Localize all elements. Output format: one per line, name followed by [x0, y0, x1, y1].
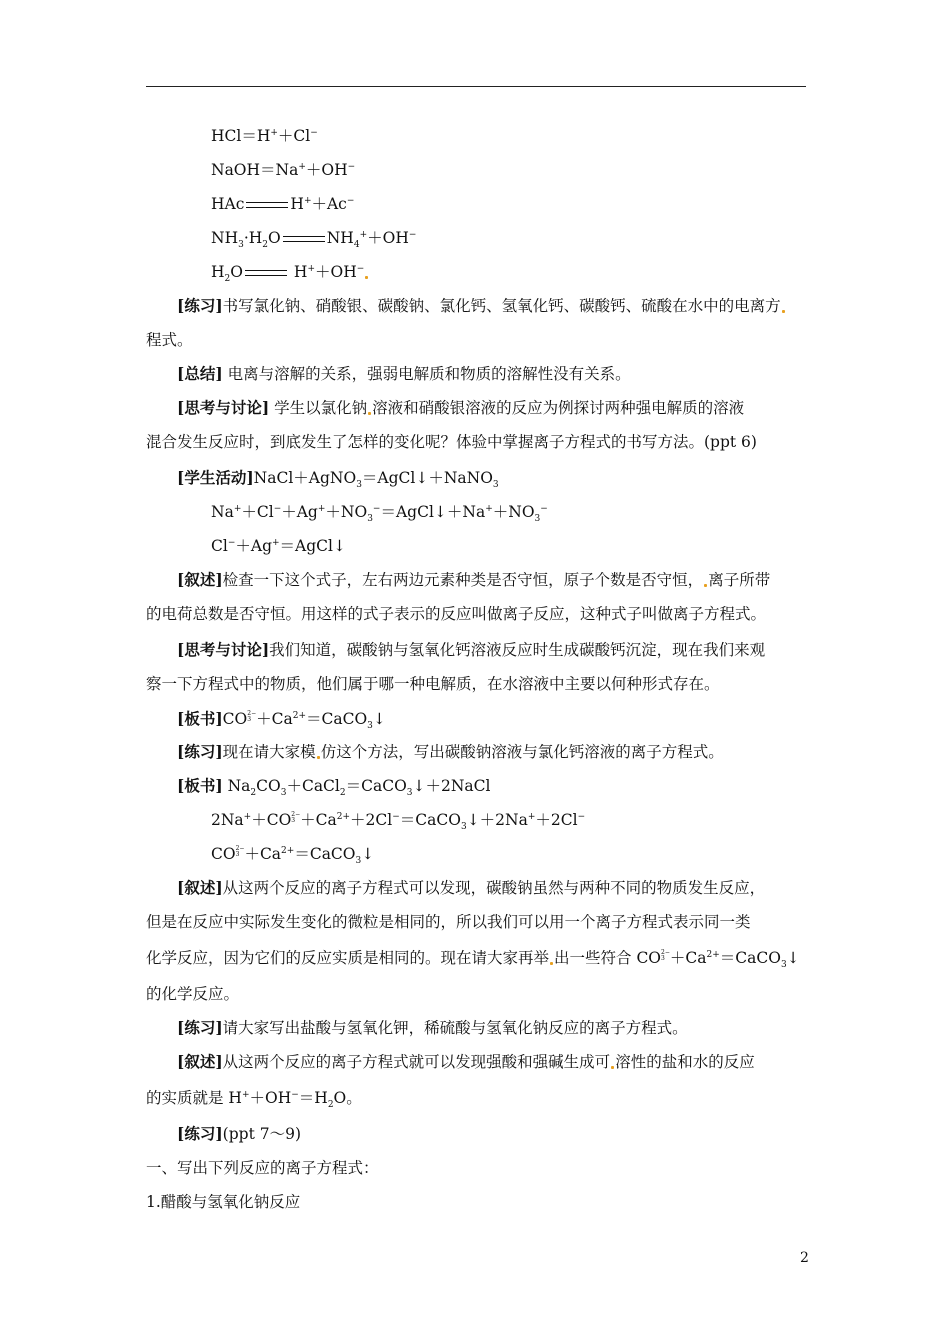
co3-charge: 2− 3 — [661, 949, 670, 962]
paragraph-discussion-2: [思考与讨论]我们知道，碳酸钠与氢氧化钙溶液反应时生成碳酸钙沉淀，现在我们来观 — [177, 640, 766, 659]
marker-dot — [317, 756, 320, 759]
marker-dot — [611, 1066, 614, 1069]
paragraph-summary: [总结] 电离与溶解的关系，强弱电解质和物质的溶解性没有关系。 — [177, 364, 631, 383]
header-rule — [146, 86, 806, 87]
page-number: 2 — [800, 1250, 809, 1266]
section-heading: 一、写出下列反应的离子方程式： — [146, 1159, 379, 1177]
paragraph-narrative-3: [叙述]从这两个反应的离子方程式就可以发现强酸和强碱生成可 溶性的盐和水的反应 — [177, 1052, 755, 1071]
marker-dot — [368, 412, 371, 415]
paragraph-discussion-1-cont: 混合发生反应时，到底发生了怎样的变化呢？体验中掌握离子方程式的书写方法。(ppt 6) — [146, 433, 757, 451]
co3-charge: 2− 3 — [247, 710, 257, 723]
paragraph-discussion-2-cont: 察一下方程式中的物质，他们属于哪一种电解质，在水溶液中主要以何种形式存在。 — [146, 675, 720, 693]
paragraph-practice-3: [练习]请大家写出盐酸与氢氧化钾，稀硫酸与氢氧化钠反应的离子方程式。 — [177, 1018, 688, 1037]
paragraph-narrative-1-cont: 的电荷总数是否守恒。用这样的式子表示的反应叫做离子反应，这种式子叫做离子方程式。 — [146, 605, 767, 623]
equation-ionic-net-2: CO2− $3 +Ca^{2+}=CaCO_3↓$ — [211, 845, 375, 867]
paragraph-narrative-2-cont-3: 的化学反应。 — [146, 985, 240, 1003]
equation-hac: HAc H+＋Ac− — [211, 195, 355, 213]
equation-h2o: $H_2O$ H+＋OH− — [211, 262, 369, 282]
equation-ionic-net: Cl−＋Ag+＝AgCl↓ — [211, 537, 346, 555]
equation-ionic-full: $Na^++Cl^-+Ag^++NO_3^-=AgCl↓+Na^++NO_3^-$ — [211, 503, 548, 525]
marker-dot — [365, 276, 368, 279]
paragraph-practice-1: [练习]书写氯化钠、硝酸银、碳酸钠、氯化钙、氢氧化钙、碳酸钙、硫酸在水中的电离方 — [177, 296, 786, 316]
paragraph-student-activity: [学生活动]NaCl＋AgNO$_3$＝AgCl↓＋NaNO$_3$ — [177, 468, 499, 491]
equation-ionic-full-2: 2Na+＋CO2− $3 +Ca^{2+}+2Cl^-=CaCO_3↓+2Na^++2Cl^-$ — [211, 811, 586, 833]
paragraph-narrative-2: [叙述]从这两个反应的离子方程式可以发现，碳酸钠虽然与两种不同的物质发生反应， — [177, 878, 766, 897]
equation-nh3: $NH_3\cdot H_2O$ $NH_4^++OH^-$ — [211, 229, 417, 251]
co3-charge: 2− 3 — [235, 845, 245, 858]
marker-dot — [704, 584, 707, 587]
paragraph-practice-2: [练习]现在请大家模 仿这个方法，写出碳酸钠溶液与氯化钙溶液的离子方程式。 — [177, 742, 724, 761]
paragraph-board-1: [板书]CO2− $3 +Ca^{2+}=CaCO_3↓$ — [177, 709, 386, 732]
paragraph-discussion-1: [思考与讨论] 学生以氯化钠 溶液和硝酸银溶液的反应为例探讨两种强电解质的溶液 — [177, 398, 745, 417]
equation-hcl: HCl＝H+＋Cl− — [211, 127, 318, 145]
paragraph-narrative-3-cont: 的实质就是 $H^++OH^-=H_2O$。 — [146, 1089, 362, 1111]
paragraph-narrative-2-cont: 但是在反应中实际发生变化的微粒是相同的，所以我们可以用一个离子方程式表示同一类 — [146, 913, 751, 931]
marker-dot — [782, 310, 785, 313]
paragraph-narrative-2-cont-2: 化学反应，因为它们的反应实质是相同的。现在请大家再举 出一些符合 CO2− $3 +Ca^{2+}=CaCO_3↓$ — [146, 949, 800, 971]
co3-charge: 2− 3 — [291, 811, 301, 824]
equation-naoh: NaOH＝Na+＋OH− — [211, 161, 356, 179]
paragraph-practice-1-cont: 程式。 — [146, 331, 193, 349]
equilibrium-arrow-icon — [283, 234, 325, 244]
paragraph-practice-4: [练习](ppt 7～9) — [177, 1124, 301, 1143]
list-item: 1.醋酸与氢氧化钠反应 — [146, 1193, 301, 1211]
marker-dot — [550, 962, 553, 965]
equilibrium-arrow-icon — [245, 268, 287, 278]
equilibrium-arrow-icon — [246, 200, 288, 210]
paragraph-board-2: [板书] $Na_2CO_3+CaCl_2=CaCO_3↓+2NaCl$ — [177, 776, 491, 799]
paragraph-narrative-1: [叙述]检查一下这个式子，左右两边元素种类是否守恒，原子个数是否守恒， 离子所带 — [177, 570, 771, 589]
